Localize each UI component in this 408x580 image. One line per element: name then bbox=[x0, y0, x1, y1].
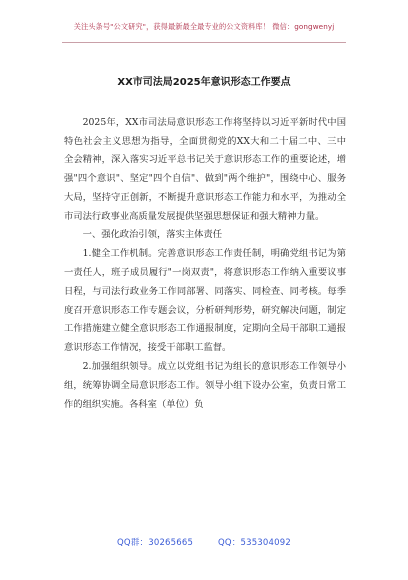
section-heading: 一、强化政治引领，落实主体责任 bbox=[82, 229, 223, 241]
document-body bbox=[64, 114, 346, 414]
body-paragraph: 2.加强组织领导。成立以党组书记为组长的意识形态工作领导小组，统筹协调全局意识形态工作。领导小组下设办公室，负责日常工作的组织实施。各科室（单位）负 bbox=[64, 361, 346, 410]
header-banner: 关注头条号"公文研究"，获得最新最全最专业的公文资料库！ 微信：gongwenyj bbox=[73, 22, 335, 31]
body-paragraph: 1.健全工作机制。完善意识形态工作责任制，明确党组书记为第一责任人，班子成员履行"一岗双责"，将意识形态工作纳入重要议事日程，与司法行政业务工作同部署、同落实、同检查、同考核。每季度召开意识形态工作专题会议，分析研判形势，研究解决问题，制定工作措施建立健全意识形态工作通报制度，定期向全局干部职工通报意识形态工作情况，接受干部职工监督。 bbox=[64, 248, 346, 353]
qq-number: QQ：535304092 bbox=[218, 538, 291, 548]
footer-contact bbox=[0, 536, 408, 548]
intro-paragraph: 2025年，XX市司法局意识形态工作将坚持以习近平新时代中国特色社会主义思想为指导，全面贯彻党的XX大和二十届二中、三中全会精神，深入落实习近平总书记关于意识形态工作的重要论述，增强"四个意识"、坚定"四个自信"、做到"两个维护"，围绕中心、服务大局，坚持守正创新，不断提升意识形态工作能力和水平，为推动全市司法行政事业高质量发展提供坚强思想保证和强大精神力量。 bbox=[64, 117, 346, 222]
qq-group-number: QQ群：30265665 bbox=[117, 538, 194, 548]
document-title: XX市司法局2025年意识形态工作要点 bbox=[117, 77, 291, 88]
header-divider bbox=[62, 42, 346, 43]
